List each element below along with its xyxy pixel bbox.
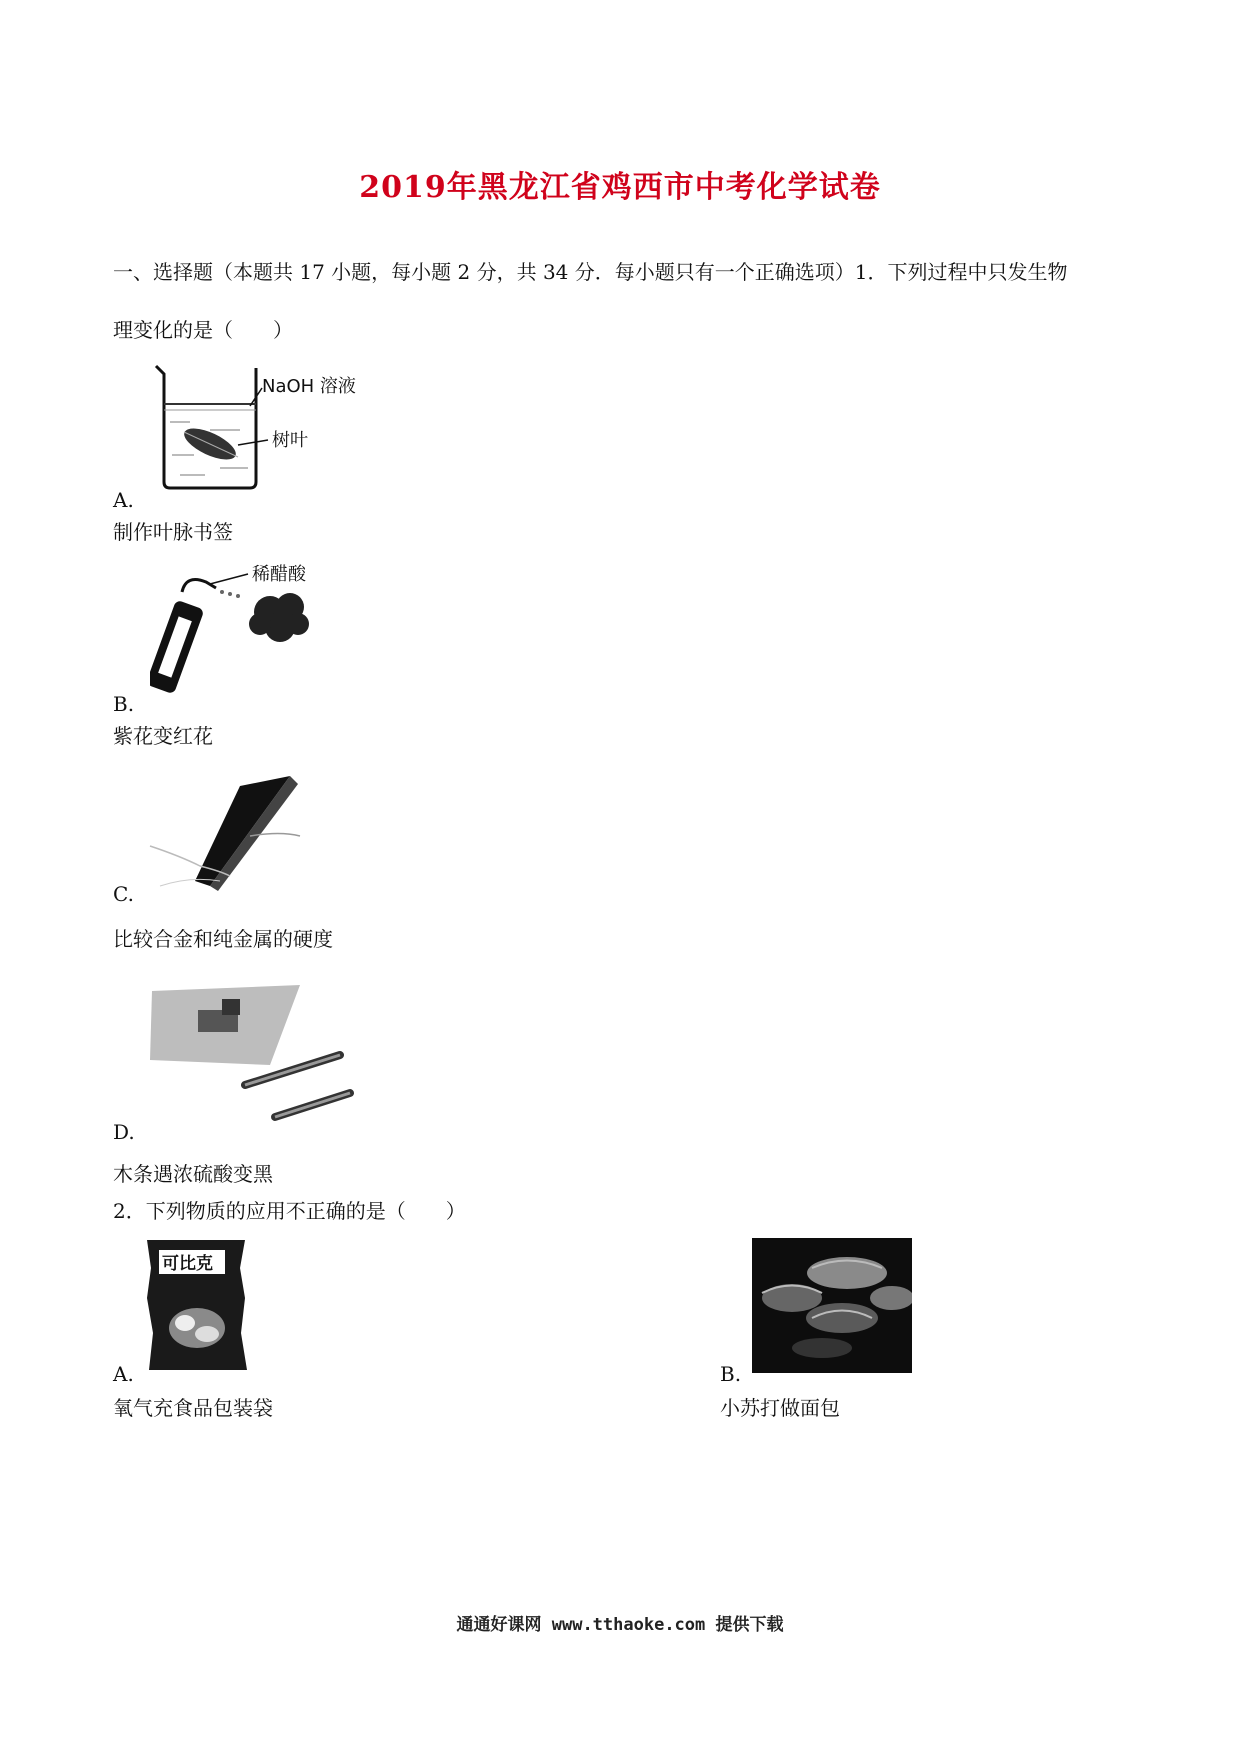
q2-option-a-text: 氧气充食品包装袋 — [113, 1396, 273, 1420]
q1-option-d-text: 木条遇浓硫酸变黑 — [113, 1162, 273, 1186]
leaf-label: 树叶 — [272, 430, 308, 451]
q1-option-c-text: 比较合金和纯金属的硬度 — [113, 927, 333, 951]
q1-option-c-letter: C. — [113, 882, 134, 906]
q1-option-b-text: 紫花变红花 — [113, 724, 213, 748]
question-2-stem: 2．下列物质的应用不正确的是（ ） — [113, 1199, 466, 1223]
sulfuric-acid-figure — [150, 985, 360, 1125]
q1-option-b-letter: B. — [113, 692, 135, 716]
q2-option-b-text: 小苏打做面包 — [720, 1396, 840, 1420]
metal-scratch-figure — [140, 776, 310, 896]
q1-option-a-letter: A. — [113, 488, 134, 512]
beaker-figure — [150, 360, 380, 492]
naoh-label: NaOH 溶液 — [262, 376, 356, 397]
q1-option-a-text: 制作叶脉书签 — [113, 520, 233, 544]
q2-option-a-letter: A. — [113, 1362, 134, 1386]
q1-option-d-letter: D. — [113, 1120, 135, 1144]
page-title: 2019年黑龙江省鸡西市中考化学试卷 — [359, 170, 881, 205]
question-1-stem: 理变化的是（ ） — [113, 318, 293, 342]
q2-option-b-letter: B. — [720, 1362, 742, 1386]
vinegar-label: 稀醋酸 — [252, 564, 306, 585]
section-heading: 一、选择题（本题共 17 小题，每小题 2 分，共 34 分．每小题只有一个正确选项）1．下列过程中只发生物 — [113, 260, 1068, 284]
snack-bag-figure — [145, 1238, 255, 1373]
bread-figure — [752, 1238, 912, 1373]
spray-bottle-figure — [150, 562, 350, 702]
footer-source: 通通好课网 www.tthaoke.com 提供下载 — [456, 1615, 784, 1635]
snack-bag-brand: 可比克 — [162, 1254, 213, 1274]
